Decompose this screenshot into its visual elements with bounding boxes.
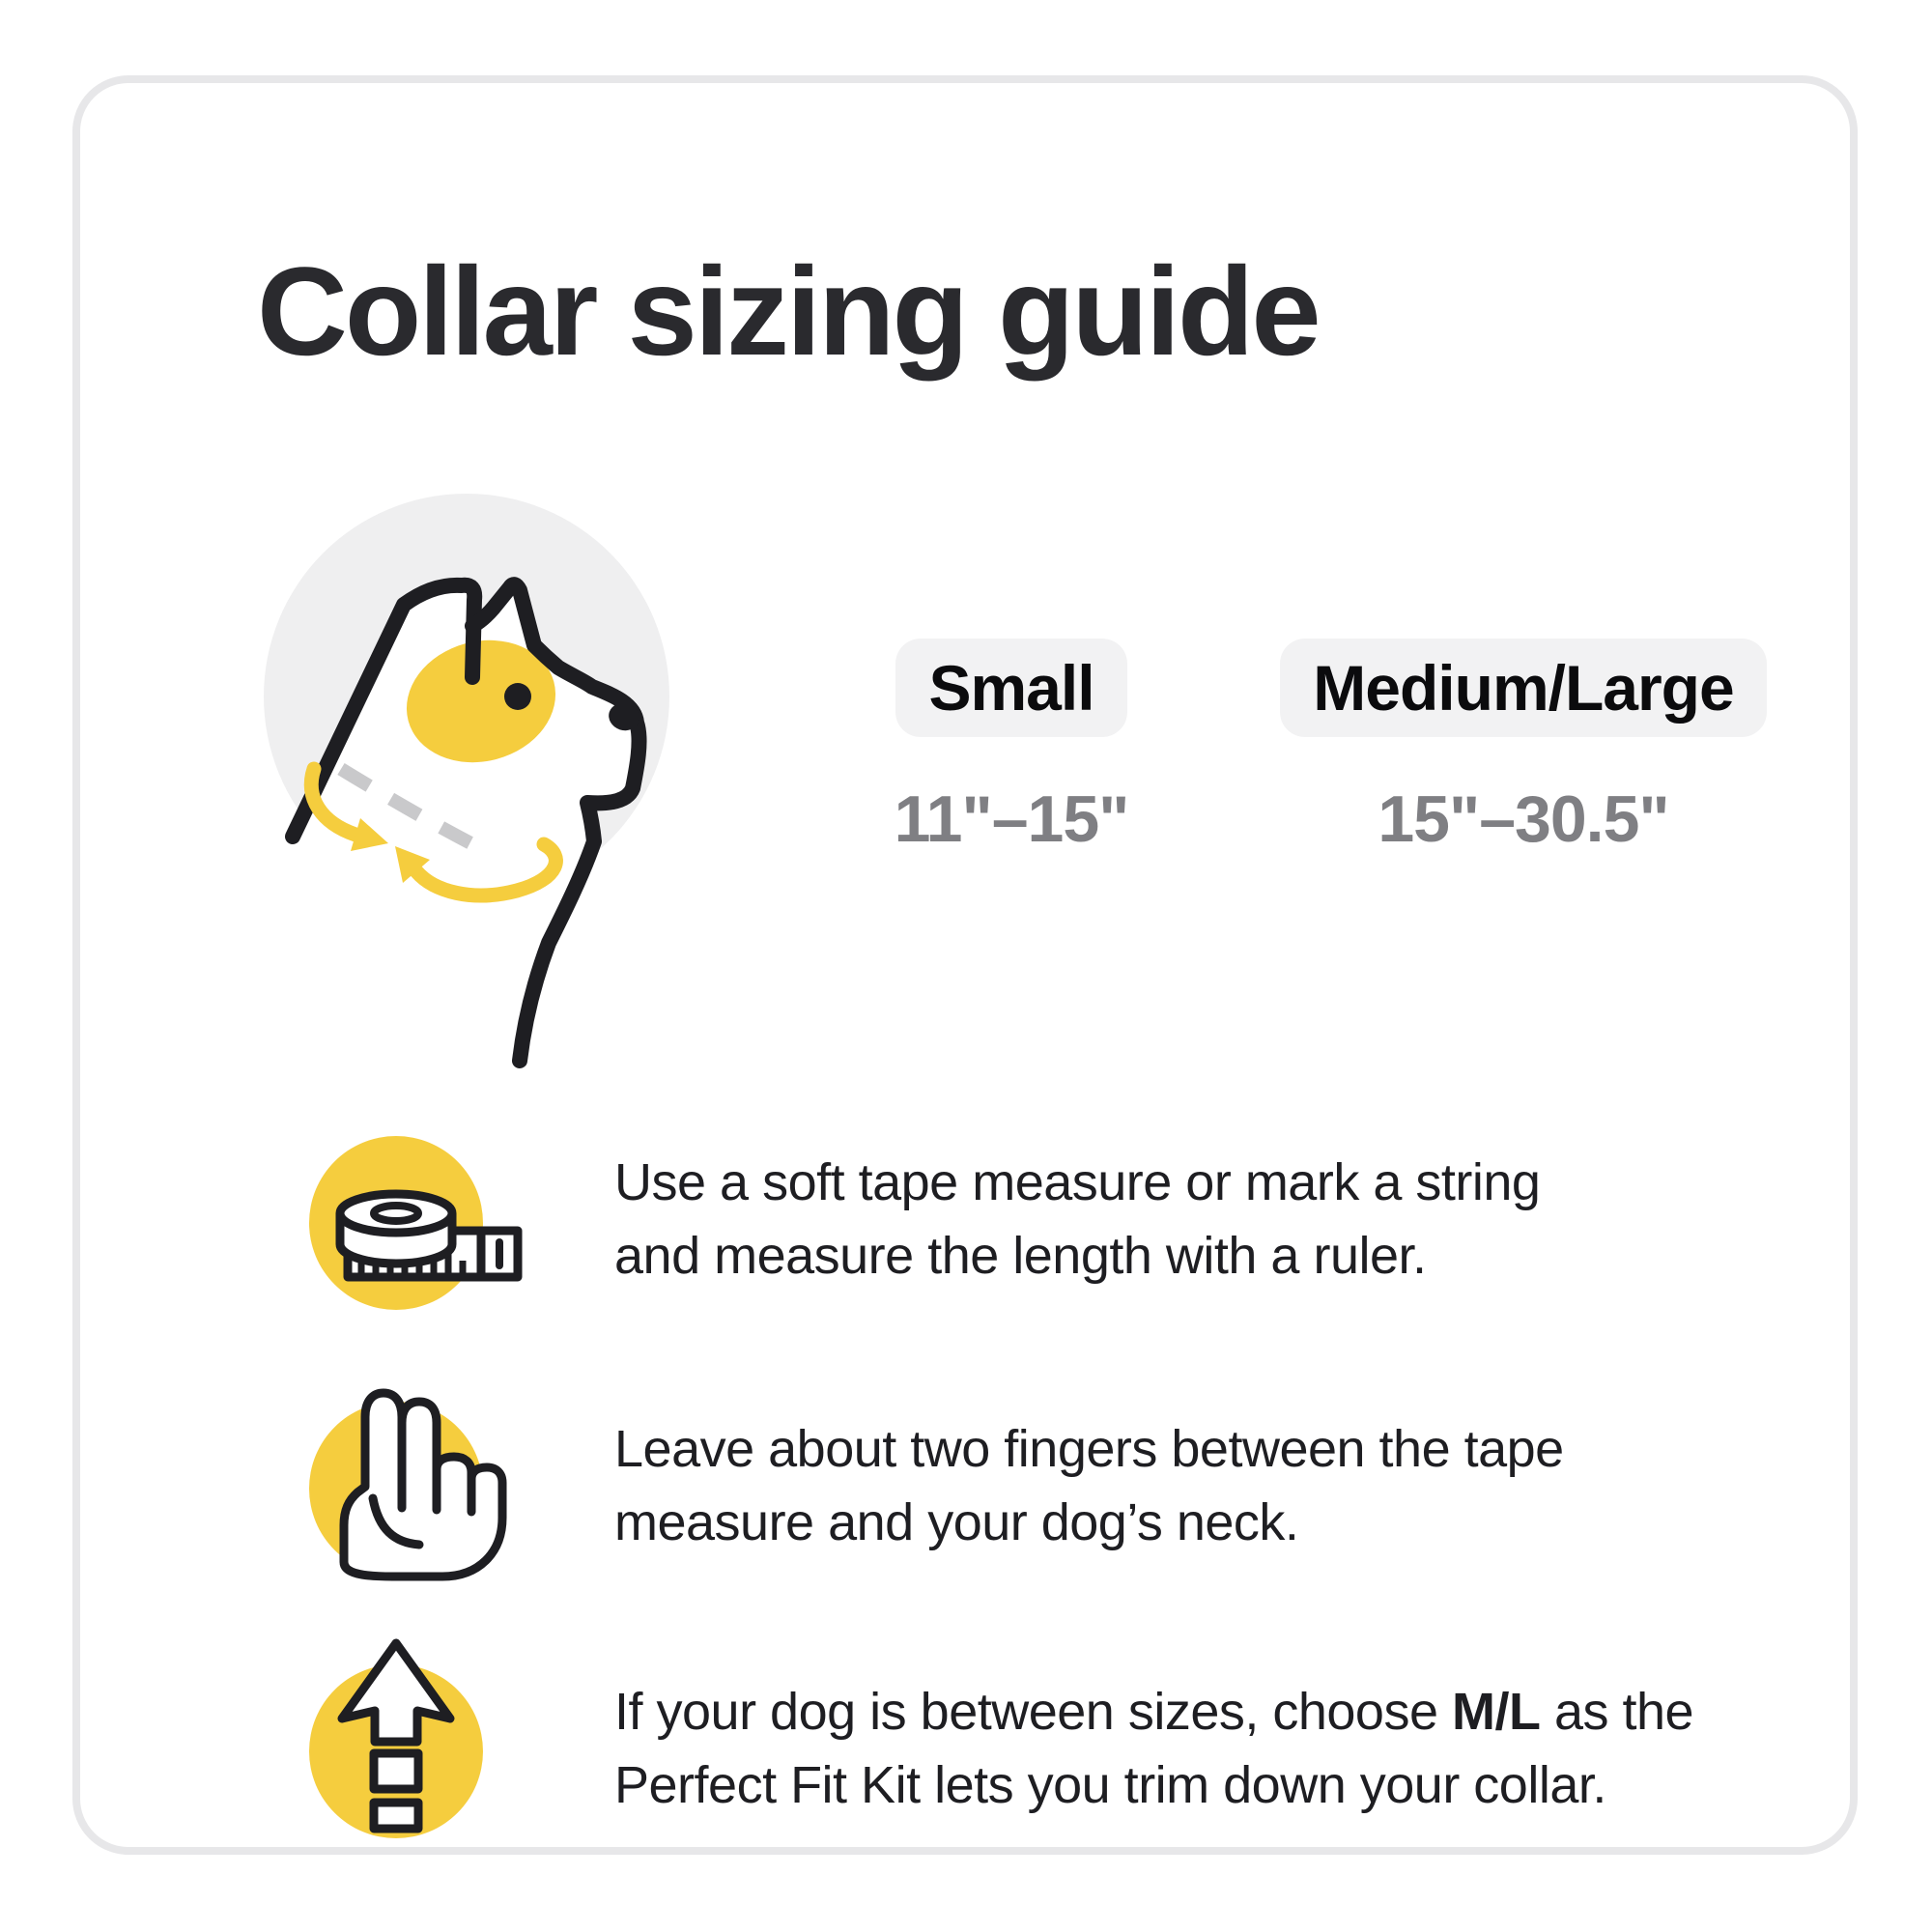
size-range-small: 11"–15" <box>894 782 1129 856</box>
size-range-medium-large: 15"–30.5" <box>1378 782 1669 856</box>
dog-head-illustration <box>244 469 689 1068</box>
size-pill-medium-large: Medium/Large <box>1280 639 1766 737</box>
instruction-text-3: If your dog is between sizes, choose M/L as the Perfect Fit Kit lets you trim down your collar. <box>614 1683 1694 1814</box>
arrow-up-trim-icon <box>280 1626 570 1877</box>
tape-measure-icon <box>280 1097 570 1349</box>
size-column-small <box>818 639 1205 857</box>
size-pill-small: Small <box>895 639 1126 737</box>
page-title: Collar sizing guide <box>257 241 1319 382</box>
sizing-guide-card <box>72 75 1858 1855</box>
dog-eye <box>504 683 531 710</box>
size-column-medium-large <box>1234 639 1813 857</box>
instruction-text-1: Use a soft tape measure or mark a string and measure the length with a ruler. <box>614 1153 1541 1285</box>
instruction-text-2: Leave about two fingers between the tape measure and your dog’s neck. <box>614 1420 1564 1551</box>
two-fingers-icon <box>280 1363 570 1614</box>
